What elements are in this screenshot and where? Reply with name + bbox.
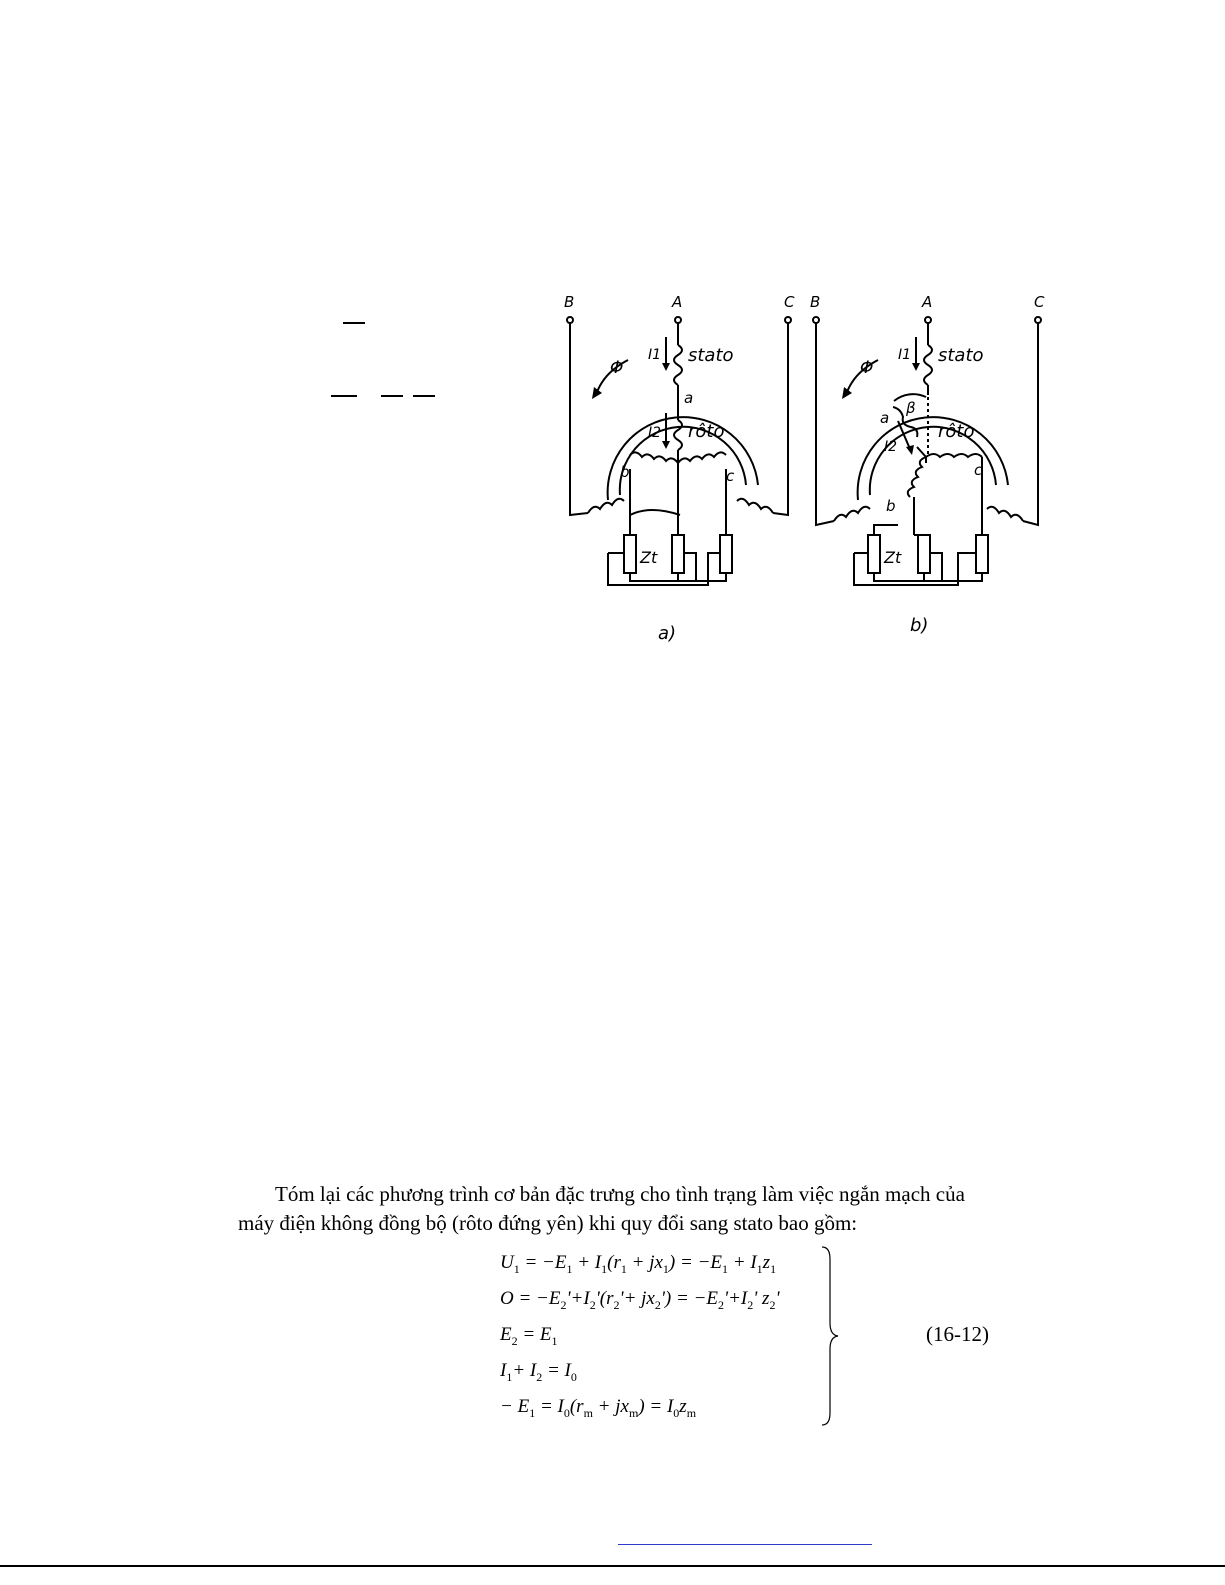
terminal-label: C — [1034, 293, 1045, 311]
panel-a-diagram — [567, 317, 791, 585]
current-label: I2 — [884, 439, 898, 455]
stator-label: stato — [688, 345, 734, 366]
angle-label: β — [906, 399, 916, 417]
terminal-label: A — [672, 293, 683, 311]
phase-label: c — [974, 461, 983, 479]
panel-b-diagram — [813, 317, 1041, 585]
equation-line: $I_1+ I_2 = I_0$ — [500, 1360, 577, 1384]
summary-line-1: Tóm lại các phương trình cơ bản đặc trưng cho tình trạng làm việc ngắn mạch của — [275, 1182, 965, 1206]
current-label: I1 — [898, 347, 912, 363]
equation-line: $O = -E_2'+I_2'(r_2'+ jx_2') = -E_2'+I_2'$ $z_2'$ — [500, 1288, 780, 1312]
equation-number: (16-12) — [926, 1322, 989, 1346]
equation-brace — [818, 1245, 842, 1427]
summary-line-2: máy điện không đồng bộ (rôto đứng yên) khi quy đổi sang stato bao gồm: — [238, 1211, 858, 1235]
figure-caption: b) — [910, 615, 929, 636]
rotor-label: rôto — [938, 421, 975, 442]
phase-label: a — [684, 389, 694, 407]
footer-rule — [0, 1565, 1225, 1567]
dash-mark — [381, 395, 403, 397]
phase-label: c — [726, 467, 735, 485]
dash-mark — [413, 395, 435, 397]
current-label: I1 — [648, 347, 662, 363]
rotor-label: rôto — [688, 421, 725, 442]
summary-paragraph — [238, 1180, 1081, 1238]
load-label: Zt — [884, 548, 902, 567]
phase-label: b — [886, 497, 896, 515]
winding-diagram-figure — [548, 285, 1068, 660]
phase-label: a — [880, 409, 890, 427]
dash-mark — [343, 322, 365, 324]
terminal-label: B — [564, 293, 575, 311]
equation-line: $E_2 = E_1$ — [500, 1324, 558, 1348]
equation-line: − $E_1 = I_0(r_m + jx_m) = I_0z_m$ — [500, 1396, 697, 1420]
figure-caption: a) — [658, 623, 677, 644]
equation-system — [500, 1245, 840, 1427]
phase-label: b — [620, 463, 630, 481]
terminal-label: A — [922, 293, 933, 311]
footer-link-underline[interactable] — [618, 1544, 872, 1545]
terminal-label: C — [784, 293, 795, 311]
load-label: Zt — [640, 548, 658, 567]
terminal-label: B — [810, 293, 821, 311]
dash-mark — [331, 395, 357, 397]
equation-line: $U_1 = -E_1 + I_1(r_1 + jx_1) = -E_1 + I_1z_1$ — [500, 1252, 777, 1276]
flux-label: Φ — [610, 358, 624, 378]
stator-label: stato — [938, 345, 984, 366]
current-label: I2 — [648, 425, 662, 441]
flux-label: Φ — [860, 358, 874, 378]
